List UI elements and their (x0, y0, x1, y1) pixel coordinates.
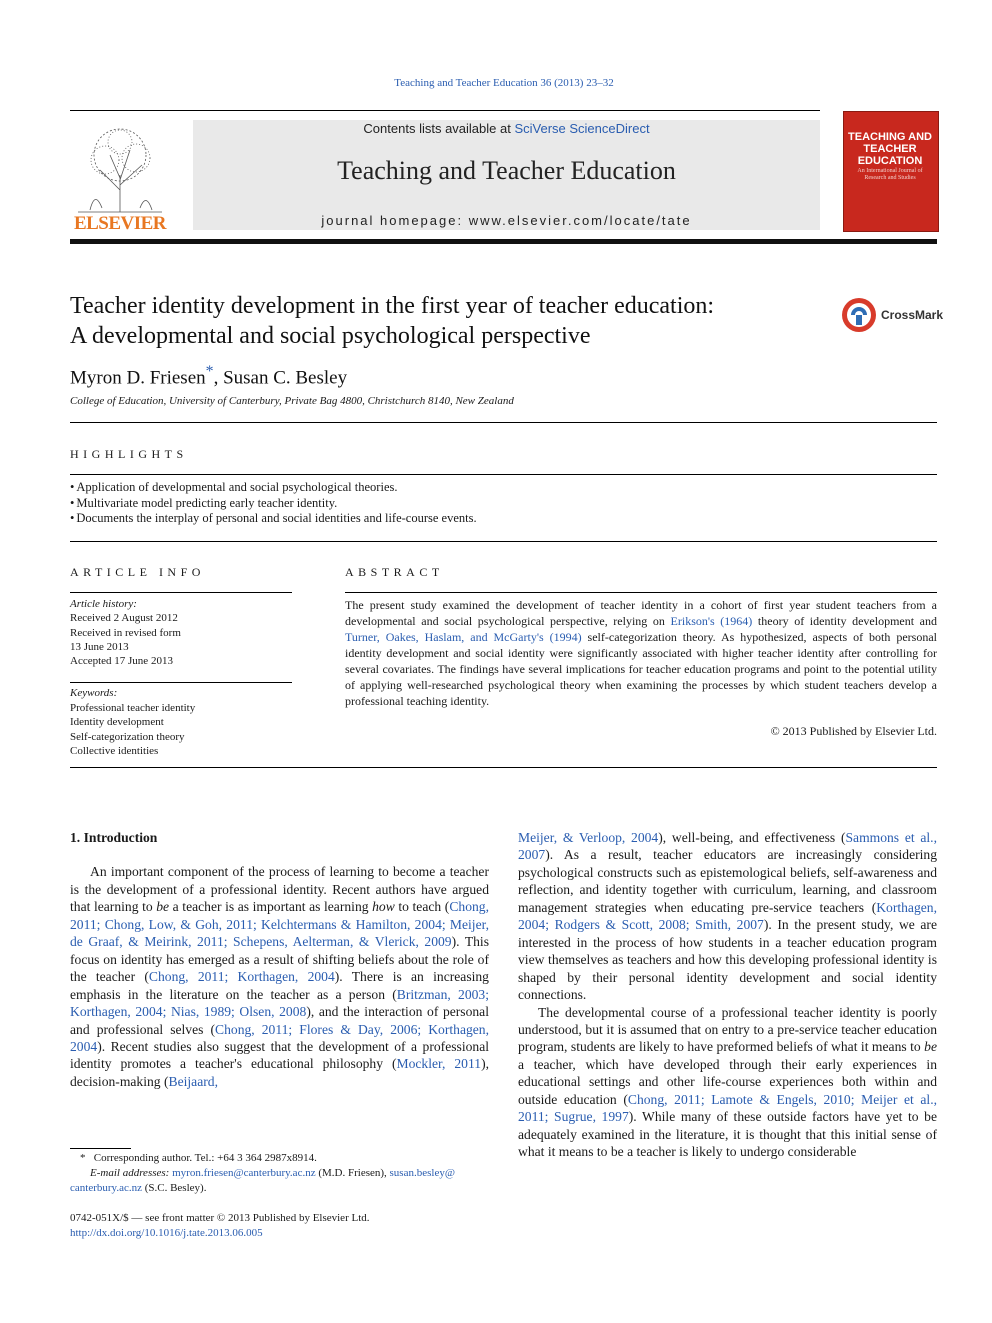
history-item: Received 2 August 2012 (70, 612, 178, 625)
author-affiliation: College of Education, University of Canterbury, Private Bag 4800, Christchurch 8140, New Zealand (70, 395, 514, 407)
body-text: ), decision-making ( (70, 1056, 489, 1089)
citation-link[interactable]: Turner, Oakes, Haslam, and McGarty's (1994) (345, 630, 582, 644)
body-text: ). There is an increasing emphasis in the literature on the teacher as a person ( (70, 969, 489, 1002)
divider-rule (70, 422, 937, 423)
citation-link[interactable]: Chong, 2011; Chong, Low, & Goh, 2011; Kelchtermans & Hamilton, 2004; Meijer, de Graaf, & Meirink, 2011; Schepens, Aelterman, & Vlerick, 2009 (70, 899, 489, 950)
article-history (70, 597, 181, 668)
body-text: a teacher is as important as learning (169, 899, 373, 915)
body-text: to teach ( (394, 899, 450, 915)
abstract-copyright: © 2013 Published by Elsevier Ltd. (770, 724, 937, 738)
highlight-item: • Application of developmental and social psychological theories. (70, 480, 477, 496)
history-item: Received in revised form (70, 626, 181, 639)
citation-link[interactable]: Korthagen, 2004; Rodgers & Scott, 2008; Smith, 2007 (518, 899, 937, 933)
body-text: ). This focus on identity has emerged as a result of shifting beliefs about the role of the teacher ( (70, 934, 489, 985)
doi-link[interactable]: http://dx.doi.org/10.1016/j.tate.2013.06.005 (70, 1227, 263, 1239)
history-label: Article history: (70, 598, 137, 610)
abstract-text-part: The present study examined the development of teacher identity in a cohort of first year student teachers from a developmental and social psychological perspective, relying on (345, 598, 937, 628)
journal-homepage (193, 213, 820, 228)
highlights-heading: HIGHLIGHTS (70, 447, 188, 461)
author-list (70, 363, 347, 389)
title-line-2: A developmental and social psychological perspective (70, 323, 591, 349)
citation-link[interactable]: Erikson's (1964) (670, 614, 753, 628)
emphasis-text: be (156, 899, 170, 915)
homepage-link[interactable]: www.elsevier.com/locate/tate (468, 213, 692, 228)
keyword: Identity development (70, 716, 164, 728)
citation-link[interactable]: Mockler, 2011 (396, 1056, 482, 1072)
article-info-heading: ARTICLE INFO (70, 565, 205, 579)
sciencedirect-link[interactable]: SciVerse ScienceDirect (514, 121, 650, 136)
email-owner: (M.D. Friesen), (315, 1167, 390, 1179)
abstract-text-part: self-categorization theory. As hypothesized, aspects of both personal identity development and social identity were significantly associated with higher teacher identity after controlling for several covariates. The findings have several implications for teacher education programs and point to the potential utility of applying well-researched psychological theory when examining the processes by which student teachers develop a professional teaching identity. (345, 630, 937, 708)
intro-paragraph-1 (70, 863, 489, 1090)
cover-subtitle: An International Journal of Research and Studies (857, 168, 923, 181)
abstract-text (345, 597, 937, 709)
keywords (70, 686, 195, 759)
title-line-1: Teacher identity development in the first year of teacher education: (70, 293, 715, 319)
body-text: a teacher, which have developed through their early experiences in educational settings and other life-course experiences both within and outside education ( (518, 1056, 937, 1107)
divider-rule (70, 541, 937, 542)
email-note (70, 1166, 489, 1181)
divider-rule (70, 592, 292, 593)
citation-link[interactable]: Sammons et al., 2007 (518, 830, 937, 863)
divider-rule (345, 592, 937, 593)
body-text: ). While many of these outside factors have yet to be adequately examined in the literature, it is thought that this initial sense of what it means to be a teacher is likely to undergo considerable (518, 1109, 937, 1160)
abstract-text-part: theory of identity development and (752, 614, 937, 628)
author-separator: , (213, 367, 224, 389)
history-item: 13 June 2013 (70, 640, 129, 653)
corresponding-author-mark[interactable]: * (205, 363, 214, 380)
email-owner: (S.C. Besley). (141, 1182, 207, 1194)
corresponding-author-text: Corresponding author. Tel.: +64 3 364 2987x8914. (93, 1152, 317, 1164)
journal-title: Teaching and Teacher Education (337, 156, 676, 185)
author-friesen: Myron D. Friesen (70, 367, 206, 389)
keyword: Self-categorization theory (70, 730, 185, 743)
article-title (70, 291, 830, 351)
citation-link[interactable]: Chong, 2011; Lamote & Engels, 2010; Meijer et al., 2011; Sugrue, 1997 (518, 1091, 938, 1125)
emphasis-text: how (372, 899, 395, 915)
body-column-right (518, 829, 937, 1161)
email-link-friesen[interactable]: myron.friesen@canterbury.ac.nz (172, 1167, 316, 1179)
body-text: An important component of the process of learning to become a teacher is the development of a professional identity. Recent authors have argued that learning to (70, 864, 489, 915)
divider-rule (70, 767, 937, 768)
citation-link[interactable]: Meijer, & Verloop, 2004 (518, 830, 659, 845)
body-column-left (70, 829, 489, 1090)
crossmark-label[interactable]: CrossMark (881, 308, 944, 322)
header-thick-rule (70, 239, 937, 244)
contents-prefix: Contents lists available at (363, 121, 515, 136)
front-matter-info (70, 1211, 370, 1241)
header-rule (70, 110, 820, 111)
citation-link[interactable]: Beijaard, (168, 1073, 218, 1089)
intro-paragraph-1-continued (518, 829, 937, 1004)
section-heading-introduction: 1. Introduction (70, 830, 158, 845)
email-note-continued (70, 1181, 489, 1196)
email-label: E-mail addresses: (90, 1167, 170, 1179)
body-text: ), and the interaction of personal and professional selves ( (70, 1004, 489, 1037)
highlight-item: • Documents the interplay of personal and social identities and life-course events. (70, 511, 477, 527)
email-link-besley-domain[interactable]: canterbury.ac.nz (70, 1182, 142, 1194)
keyword: Collective identities (70, 745, 159, 757)
divider-rule (70, 474, 937, 475)
corresponding-author-note (70, 1151, 489, 1166)
footnote-mark: * (80, 1152, 86, 1164)
highlights-list (70, 480, 477, 527)
author-besley: Susan C. Besley (223, 367, 348, 389)
elsevier-wordmark: ELSEVIER (73, 213, 167, 234)
journal-citation[interactable]: Teaching and Teacher Education 36 (2013) 23–32 (394, 77, 614, 89)
history-item: Accepted 17 June 2013 (70, 655, 173, 668)
citation-link[interactable]: Chong, 2011; Flores & Day, 2006; Korthagen, 2004 (70, 1021, 490, 1054)
emphasis-text: be (924, 1039, 937, 1055)
contents-availability (193, 121, 820, 136)
homepage-prefix: journal homepage: (321, 213, 469, 228)
footnotes (70, 1151, 489, 1196)
body-text: ). As a result, teacher educators are increasingly considering psychological constructs such as epistemological beliefs, self-awareness and reflection, and identity together with curriculum, learning, and classroom management strategies when educating pre-service teachers ( (518, 847, 937, 915)
keyword: Professional teacher identity (70, 701, 196, 714)
cover-title: TEACHING AND TEACHER EDUCATION (848, 131, 932, 167)
citation-link[interactable]: Britzman, 2003; Korthagen, 2004; Nias, 1989; Olsen, 2008 (70, 986, 489, 1020)
body-text: ). Recent studies also suggest that the development of a professional identity promotes a teacher's educational philosophy ( (70, 1038, 489, 1072)
intro-paragraph-2 (518, 1004, 937, 1161)
body-text: ), well-being, and effectiveness ( (658, 830, 846, 845)
abstract-heading: ABSTRACT (345, 565, 444, 579)
body-text: The developmental course of a professional teacher identity is poorly understood, but it is assumed that on entry to a pre-service teacher education program, students are likely to have preformed beliefs of what it means to (518, 1004, 937, 1055)
email-link-besley[interactable]: susan.besley@ (389, 1167, 455, 1179)
highlight-item: • Multivariate model predicting early teacher identity. (70, 496, 477, 512)
citation-link[interactable]: Chong, 2011; Korthagen, 2004 (148, 969, 335, 985)
footnote-rule (70, 1148, 131, 1149)
divider-rule (70, 682, 292, 683)
keywords-label: Keywords: (70, 687, 118, 699)
body-text: ). In the present study, we are interested in the process of how students in a teacher education program view themselves as teachers and how this developing professional identity is shaped by their personal identity development and social identity connections. (518, 917, 937, 1003)
issn-line: 0742-051X/$ — see front matter © 2013 Published by Elsevier Ltd. (70, 1212, 370, 1224)
